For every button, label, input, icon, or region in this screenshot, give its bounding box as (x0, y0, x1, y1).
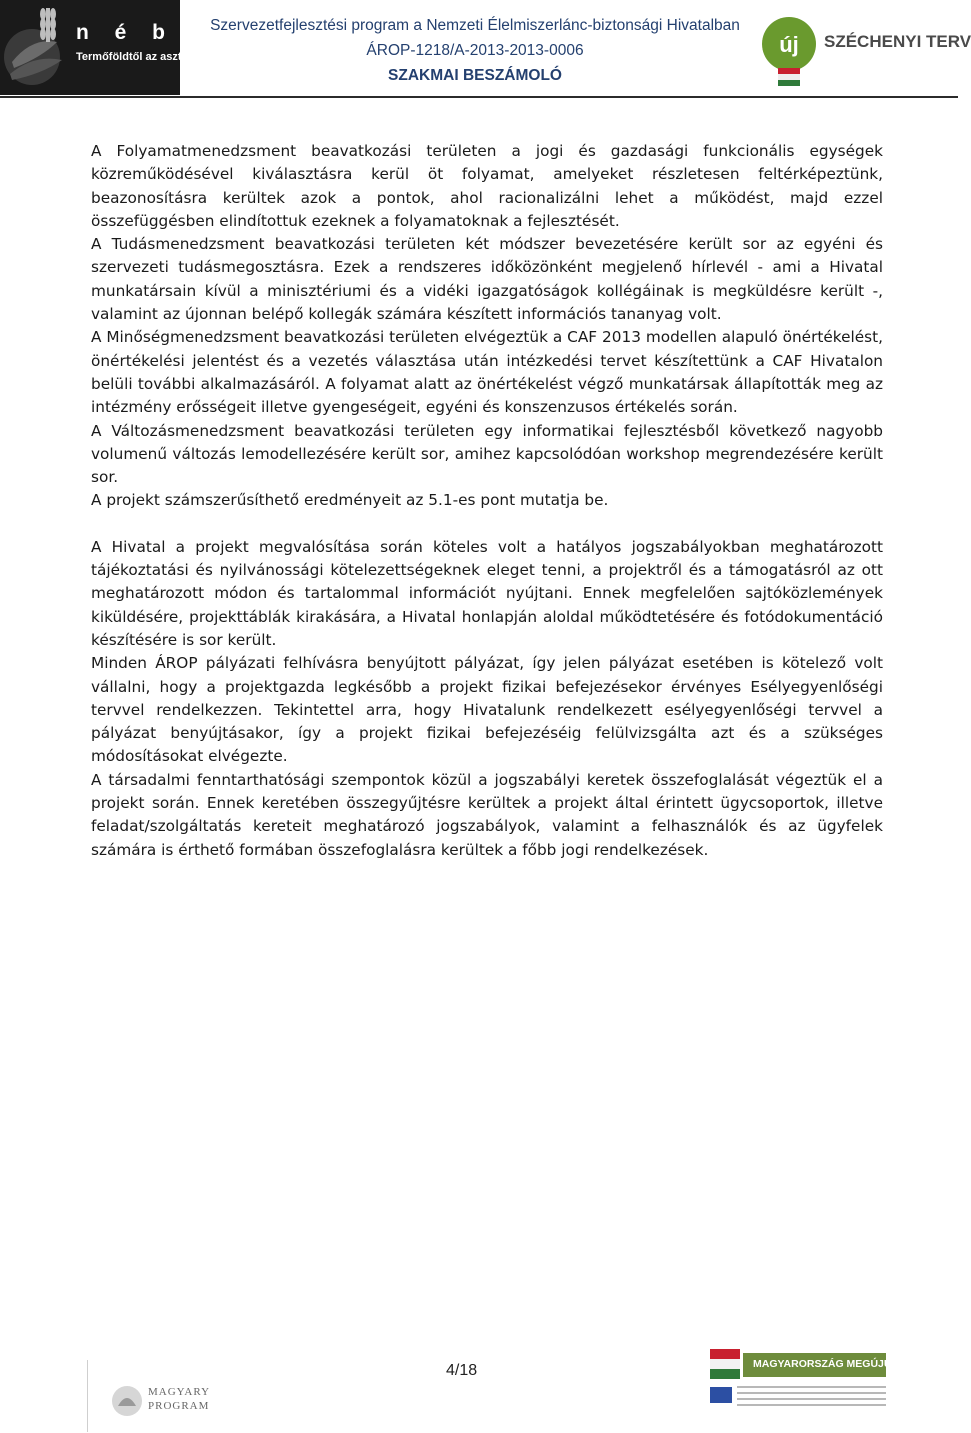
paragraph-spacer (91, 513, 883, 536)
report-type: SZAKMAI BESZÁMOLÓ (388, 67, 562, 84)
paragraph-eselyegyenloseg: Minden ÁROP pályázati felhívásra benyújtott pályázat, így jelen pályázat esetében is kötelező volt vállalni, hogy a projektgazda legkésőbb a projekt fizikai befejezésekor érvényes Esélyegyenlőségi tervvel rendelkezzen. Tekintettel arra, hogy Hivatalunk rendelkezett esélyegyenlőségi tervvel a pályázat benyújtásakor, így a projekt fizikai befejezéséig felülvizsgálta azt és a szükséges módosításokat elvégezte. (91, 654, 883, 766)
mm-banner (743, 1353, 898, 1377)
magyary-line1: MAGYARY (148, 1386, 211, 1398)
page-header (0, 0, 971, 97)
eu-flag-icon (710, 1387, 732, 1403)
paragraph-minosegmenedzsment: A Minőségmenedzsment beavatkozási területen elvégeztük a CAF 2013 modellen alapuló önértékelést, önértékelési jelentést és a vezetés választása után intézkedési tervet készítettünk a CAF Hivatalon belüli további alkalmazásáról. A folyamat alatt az önértékelést végző munkatársak állapították meg az intézmény erősségeit illetve gyengeségeit, egyéni és konszenzusos értékelés során. (91, 328, 883, 417)
project-code: ÁROP-1218/A-2013-2013-0006 (366, 42, 584, 59)
nebih-logo (0, 0, 246, 95)
logo-name: n é b i h (76, 21, 246, 44)
wheat-emblem-icon (2, 2, 72, 92)
paragraph-folyamatmenedzsment: A Folyamatmenedzsment beavatkozási területen a jogi és gazdasági funkcionális egységek közreműködésével kiválasztásra kerül öt folyamat, amelyeket részletesen feltérképeztünk, beazonosításra kerültek azok a pontok, ahol racionalizálni lehet a működést, majd ezzel összefüggésben elindítottuk ezeknek a folyamatoknak a fejlesztését. (91, 142, 883, 230)
magyary-mark-icon (110, 1384, 144, 1418)
hungarian-flag-icon (710, 1349, 740, 1379)
paragraph-valtozasmenedzsment: A Változásmenedzsment beavatkozási területen egy informatikai fejlesztésből következő nagyobb volumenű változás lemodellezésére került sor, amihez kapcsolódóan workshop megrendezésére került sor. (91, 421, 883, 487)
paragraph-fenntarthatosag: A társadalmi fenntarthatósági szempontok közül a jogszabályi keretek összefoglalását végeztük el a projekt során. Ennek keretében összegyűjtésre kerültek a projekt által érintett ügycsoportok, illetve feladat/szolgáltatás kereteit meghatározó jogszabályok, valamint a felhasználók és az ügyfelek számára is érthető formában összefoglalásra kerültek a főbb jogi rendelkezések. (91, 770, 883, 859)
logo-tagline: Termőföldtől az asztalig (76, 51, 201, 63)
paragraph-tudasmenedzsment: A Tudásmenedzsment beavatkozási területen két módszer bevezetésére került sor az egyéni és szervezeti tudásmegosztásra. Ezek a rendszeres időközönként megjelenő hírlevél - ami a Hivatal munkatársain kívül a minisztériumi és a vidéki igazgatóságok kollégáinak is megküldésre került -, valamint az újonnan belépő kollegák számára készített információs tananyag volt. (91, 235, 883, 324)
szechenyi-terv-logo (760, 8, 971, 86)
funding-fine-print (737, 1386, 886, 1410)
document-body (91, 140, 883, 862)
paragraph-eredmenyek: A projekt számszerűsíthető eredményeit az 5.1-es pont mutatja be. (91, 491, 609, 510)
mm-banner-text: MAGYARORSZÁG MEGÚJUL (753, 1358, 898, 1370)
magyarorszag-megujul-logo (710, 1349, 898, 1429)
paragraph-nyilvanossag: A Hivatal a projekt megvalósítása során köteles volt a hatályos jogszabályokban meghatározott tájékoztatási és nyilvánossági kötelezettségeknek eleget tenni, a projektről és a támogatásról az ott meghatározott módon és tartalommal információt nyújtani. Ennek megfelelően sajtóközlemények kiküldésére, projekttáblák kirakására, a Hivatal honlapján aloldal működtetésére és fotódokumentáció készítésére is sor került. (91, 537, 883, 649)
header-divider (0, 96, 958, 98)
magyary-program-logo (110, 1382, 210, 1420)
page-footer (0, 1340, 960, 1433)
szechenyi-terv-text: SZÉCHENYI TERV (824, 32, 971, 51)
footer-divider (87, 1360, 88, 1432)
page-number: 4/18 (446, 1362, 478, 1379)
szechenyi-mark-icon (760, 8, 818, 86)
szechenyi-mark-text: új (779, 32, 799, 57)
magyary-line2: PROGRAM (148, 1400, 210, 1412)
magyary-text (148, 1385, 210, 1413)
header-title: Szervezetfejlesztési program a Nemzeti Élelmiszerlánc-biztonsági Hivatalban (210, 17, 740, 34)
